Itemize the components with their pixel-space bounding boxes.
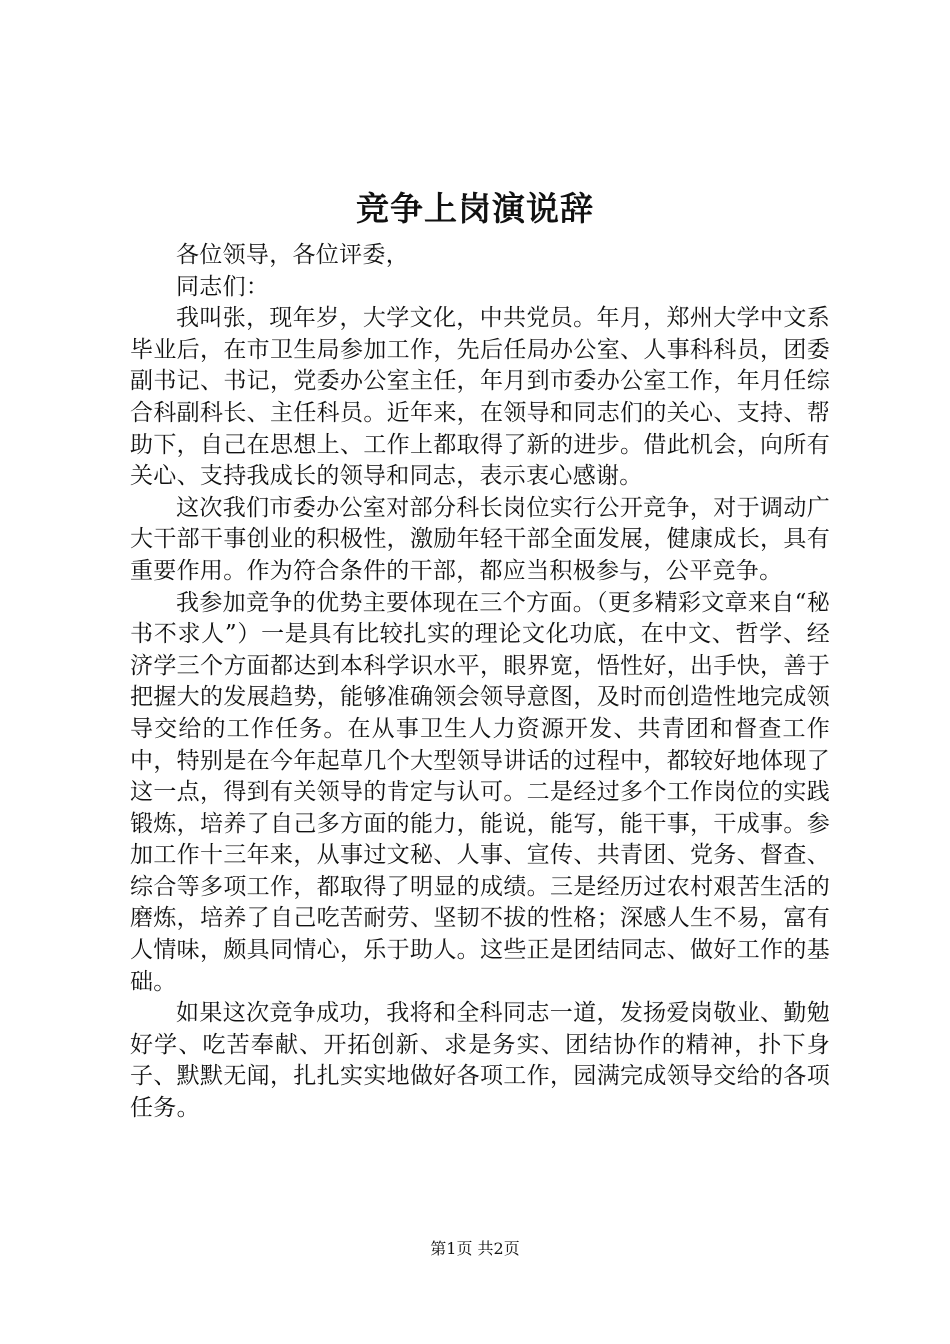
salutation-line: 同志们：: [176, 273, 270, 300]
body-paragraph: 我叫张，现年岁，大学文化，中共党员。年月，郑州大学中文系毕业后，在市卫生局参加工作，先后任局办公室、人事科科员，团委副书记、书记，党委办公室主任，年月到市委办公室工作，年月任综合科副科长、主任科员。近年来，在领导和同志们的关心、支持、帮助下，自己在思想上、工作上都取得了新的进步。借此机会，向所有关心、支持我成长的领导和同志，表示衷心感谢。: [130, 305, 830, 490]
document-body: [130, 240, 830, 1125]
body-paragraph: 如果这次竞争成功，我将和全科同志一道，发扬爱岗敬业、勤勉好学、吃苦奉献、开拓创新、求是务实、团结协作的精神，扑下身子、默默无闻，扎扎实实地做好各项工作，园满完成领导交给的各项任务。: [130, 1000, 830, 1122]
page-indicator: 第1页 共2页: [430, 1239, 520, 1258]
salutation-line: 各位领导，各位评委，: [176, 242, 409, 268]
document-title: 竞争上岗演说辞: [356, 189, 594, 228]
body-paragraph: 这次我们市委办公室对部分科长岗位实行公开竞争，对于调动广大干部干事创业的积极性，激励年轻干部全面发展，健康成长，具有重要作用。作为符合条件的干部，都应当积极参与，公平竞争。: [130, 494, 830, 584]
body-paragraph: 我参加竞争的优势主要体现在三个方面。（更多精彩文章来自“秘书不求人”）一是具有比较扎实的理论文化功底，在中文、哲学、经济学三个方面都达到本科学识水平，眼界宽，悟性好，出手快，善于把握大的发展趋势，能够准确领会领导意图，及时而创造性地完成领导交给的工作任务。在从事卫生人力资源开发、共青团和督查工作中，特别是在今年起草几个大型领导讲话的过程中，都较好地体现了这一点，得到有关领导的肯定与认可。二是经过多个工作岗位的实践锻炼，培养了自己多方面的能力，能说，能写，能干事，干成事。参加工作十三年来，从事过文秘、人事、宣传、共青团、党务、督查、综合等多项工作，都取得了明显的成绩。三是经历过农村艰苦生活的磨炼，培养了自己吃苦耐劳、坚韧不拔的性格；深感人生不易，富有人情味，颇具同情心，乐于助人。这些正是团结同志、做好工作的基础。: [130, 589, 830, 995]
